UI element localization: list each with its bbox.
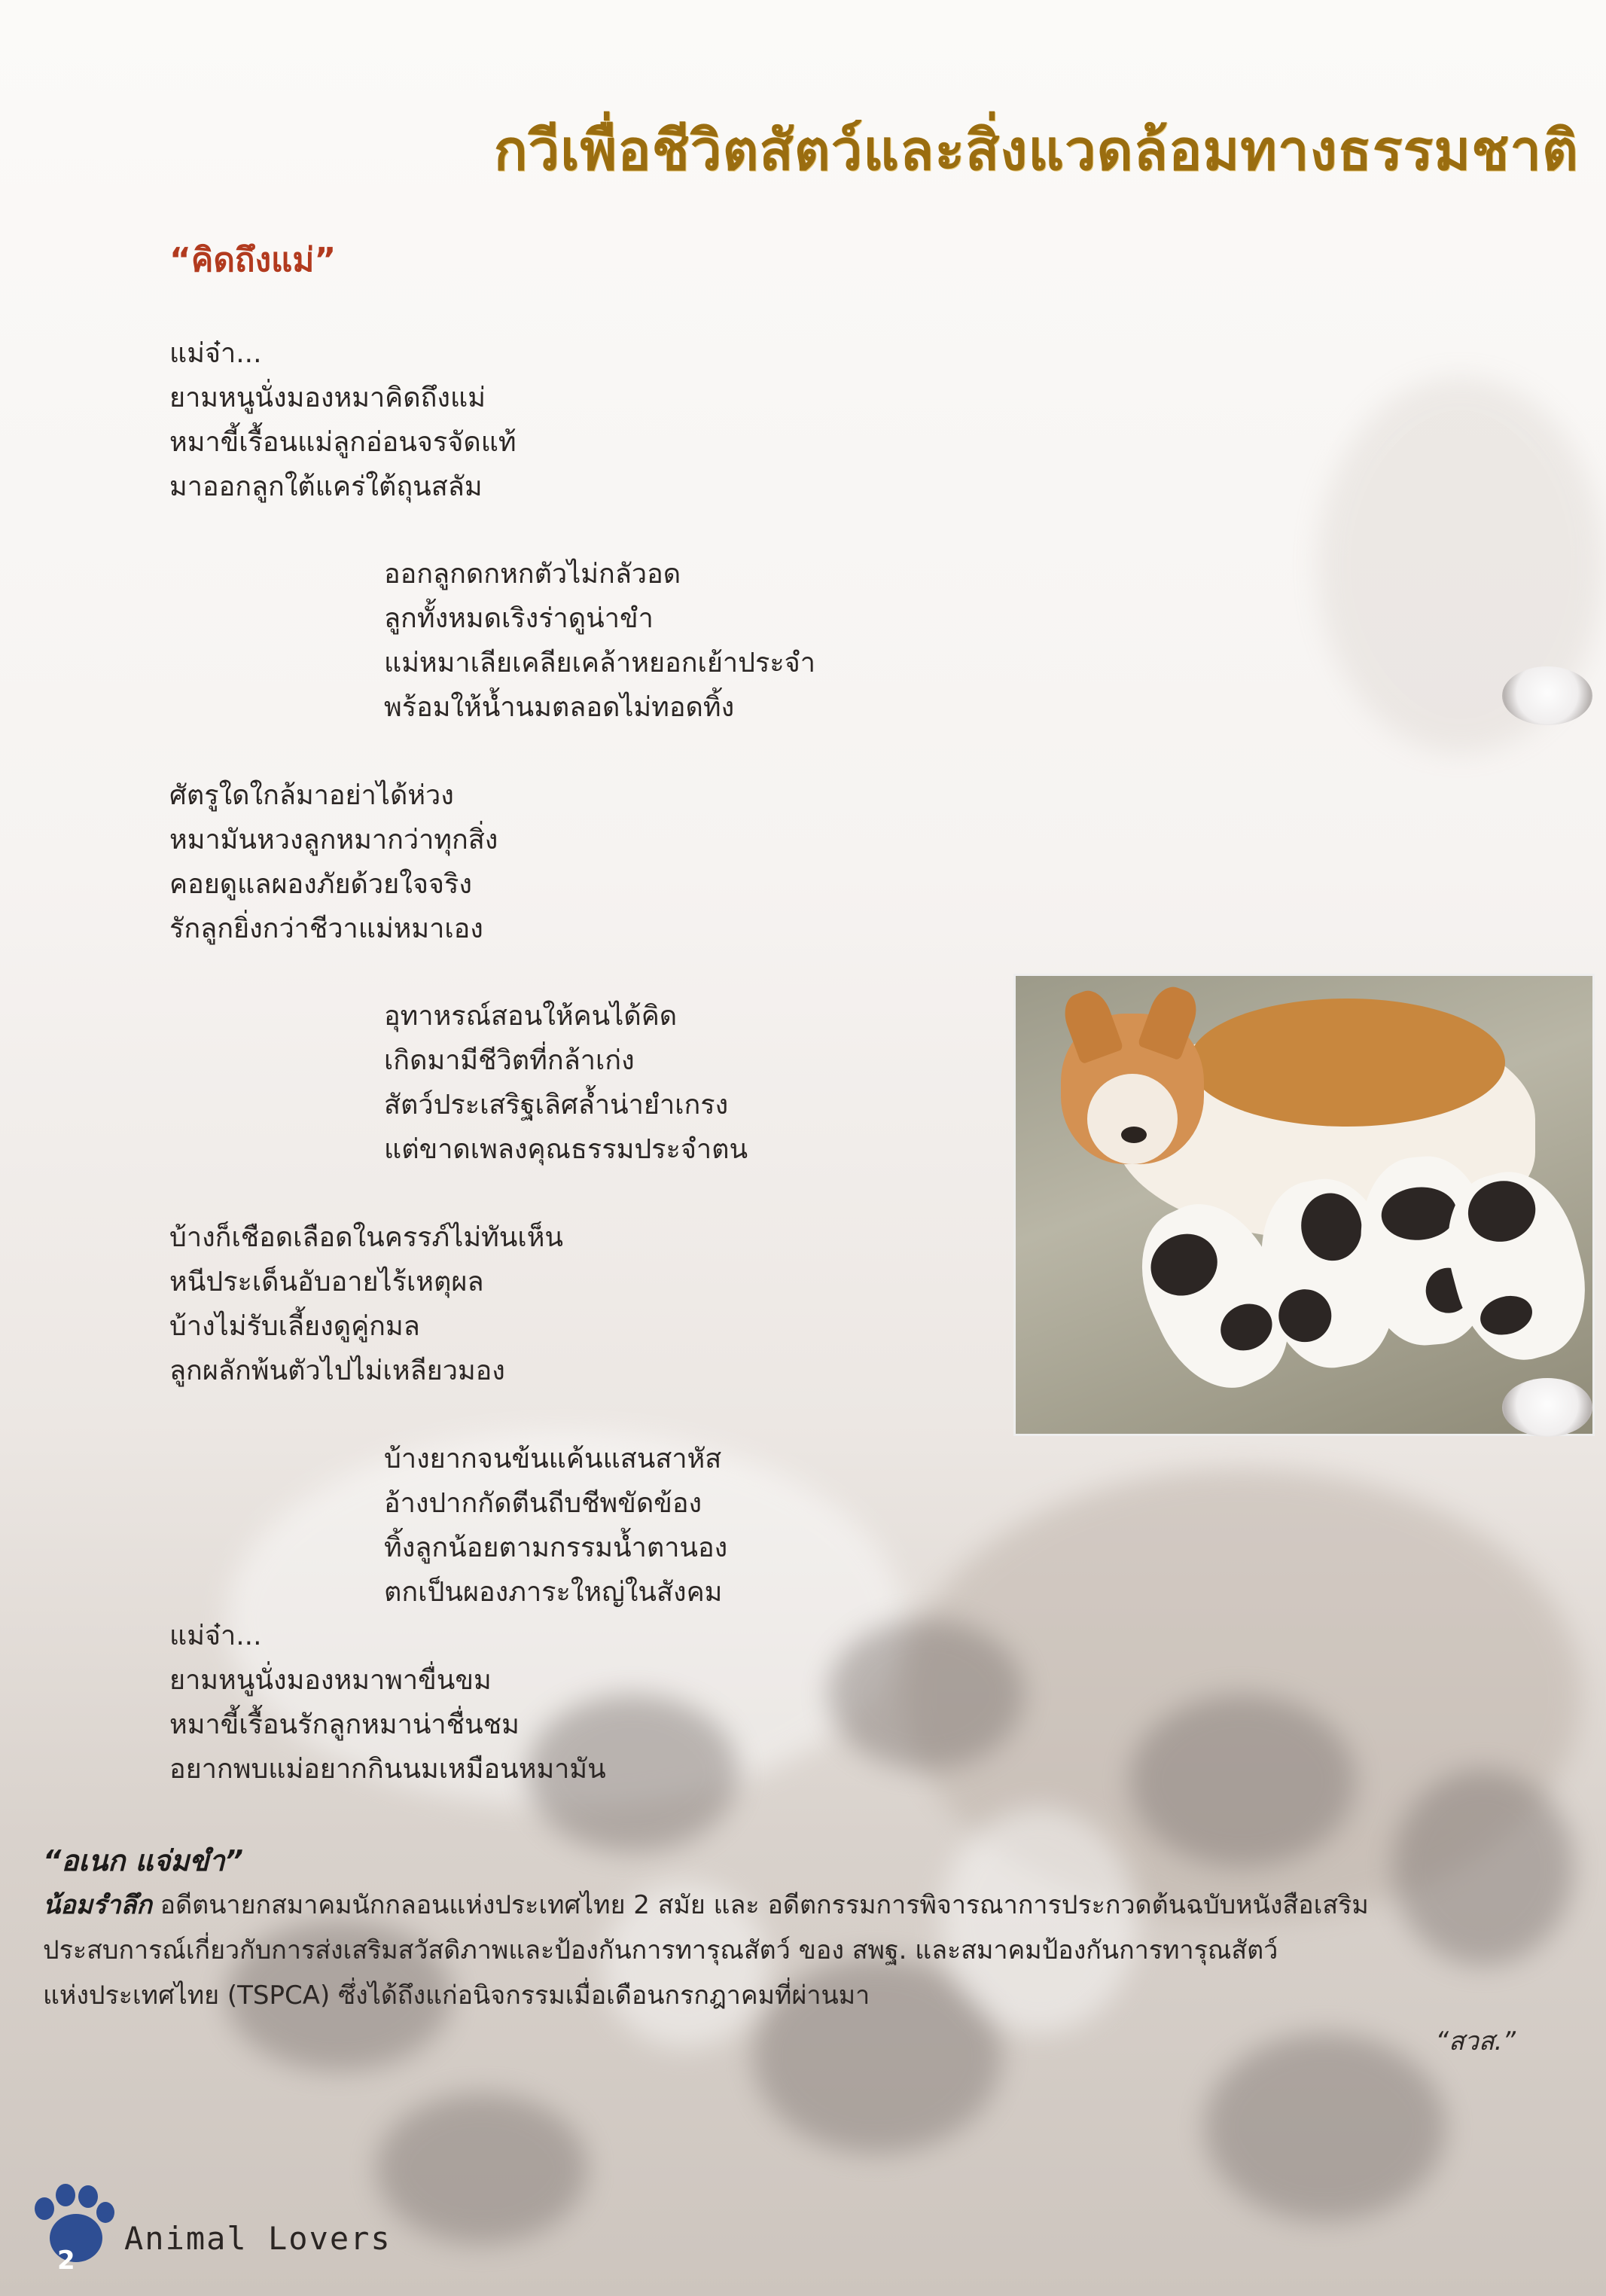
poem-line: ลูกทั้งหมดเริงร่าดูน่าขำ — [384, 603, 654, 634]
binder-punch-hole — [1502, 1378, 1592, 1437]
poem-line: ยามหนูนั่งมองหมาพาขื่นขม — [169, 1665, 492, 1696]
poem-line: แม่หมาเลียเคลียเคล้าหยอกเย้าประจำ — [384, 648, 815, 678]
magazine-name: Animal Lovers — [124, 2220, 392, 2257]
poem-line: ตกเป็นผองภาระใหญ่ในสังคม — [384, 1577, 723, 1608]
poem-line: แม่จ๋า... — [169, 338, 262, 369]
poem-line: แม่จ๋า... — [169, 1621, 262, 1651]
bio-line: แห่งประเทศไทย (TSPCA) ซึ่งได้ถึงแก่อนิจกรรมเมื่อเดือนกรกฎาคมที่ผ่านมา — [43, 1980, 870, 2011]
poem-line: บ้างยากจนข้นแค้นแสนสาหัส — [384, 1444, 722, 1474]
bio-line: อดีตนายกสมาคมนักกลอนแห่งประเทศไทย 2 สมัย และ อดีตกรรมการพิจารณาการประกวดต้นฉบับหนังสือเสริม — [151, 1890, 1369, 1920]
poem-line: ยามหนูนั่งมองหมาคิดถึงแม่ — [169, 383, 486, 413]
bio-line: ประสบการณ์เกี่ยวกับการส่งเสริมสวัสดิภาพและป้องกันการทารุณสัตว์ ของ สพฐ. และสมาคมป้องกันการทารุณสัตว์ — [43, 1935, 1278, 1965]
page-number: 2 — [57, 2246, 75, 2276]
poem-line: หมาขี้เรื้อนรักลูกหมาน่าชื่นชม — [169, 1709, 520, 1740]
poem-line: อุทาหรณ์สอนให้คนได้คิด — [384, 1001, 678, 1032]
page-header-title: กวีเพื่อชีวิตสัตว์และสิ่งแวดล้อมทางธรรมชาติ — [493, 118, 1579, 183]
bio-emphasis: น้อมรำลึก — [43, 1890, 152, 1920]
poem-line: หมาขี้เรื้อนแม่ลูกอ่อนจรจัดแท้ — [169, 427, 517, 458]
poem-line: หนีประเด็นอับอายไร้เหตุผล — [169, 1267, 484, 1297]
poem-line: อยากพบแม่อยากกินนมเหมือนหมามัน — [169, 1754, 606, 1785]
poem-stanza-6 — [384, 1437, 727, 1615]
poem-line: บ้างไม่รับเลี้ยงดูคู่กมล — [169, 1311, 420, 1342]
poem-stanza-7 — [169, 1614, 606, 1791]
poem-line: ทิ้งลูกน้อยตามกรรมน้ำตานอง — [384, 1532, 728, 1563]
poem-stanza-4 — [384, 994, 748, 1172]
poem-stanza-2 — [384, 552, 815, 730]
poem-line: แต่ขาดเพลงคุณธรรมประจำตน — [384, 1134, 748, 1165]
binder-punch-hole — [1502, 666, 1592, 725]
dog-with-puppies-photo — [1013, 974, 1595, 1436]
author-bio — [43, 1883, 1549, 2018]
poem-line: พร้อมให้น้ำนมตลอดไม่ทอดทิ้ง — [384, 692, 735, 723]
poem-stanza-1 — [169, 331, 517, 509]
poem-line: คอยดูแลผองภัยด้วยใจจริง — [169, 869, 472, 900]
poem-line: มาออกลูกใต้แคร่ใต้ถุนสลัม — [169, 471, 483, 502]
author-name: “อเนก แจ่มขำ” — [43, 1844, 244, 1877]
poem-line: อ้างปากกัดตีนถีบชีพขัดข้อง — [384, 1488, 702, 1519]
poem-line: หมามันหวงลูกหมากว่าทุกสิ่ง — [169, 825, 498, 855]
poem-line: ศัตรูใดใกล้มาอย่าได้ห่วง — [169, 780, 454, 811]
poem-line: รักลูกยิ่งกว่าชีวาแม่หมาเอง — [169, 913, 483, 944]
poem-stanza-5 — [169, 1215, 563, 1393]
poem-line: บ้างก็เชือดเลือดในครรภ์ไม่ทันเห็น — [169, 1222, 564, 1253]
poem-line: ลูกผลักพ้นตัวไปไม่เหลียวมอง — [169, 1355, 505, 1386]
poem-line: สัตว์ประเสริฐเลิศล้ำน่ายำเกรง — [384, 1090, 729, 1121]
poem-stanza-3 — [169, 773, 498, 951]
poem-line: ออกลูกดกหกตัวไม่กลัวอด — [384, 559, 681, 590]
signature: “สวส.” — [1435, 2026, 1516, 2057]
poem-line: เกิดมามีชีวิตที่กล้าเก่ง — [384, 1045, 635, 1076]
poem-title: “คิดถึงแม่” — [169, 241, 337, 279]
